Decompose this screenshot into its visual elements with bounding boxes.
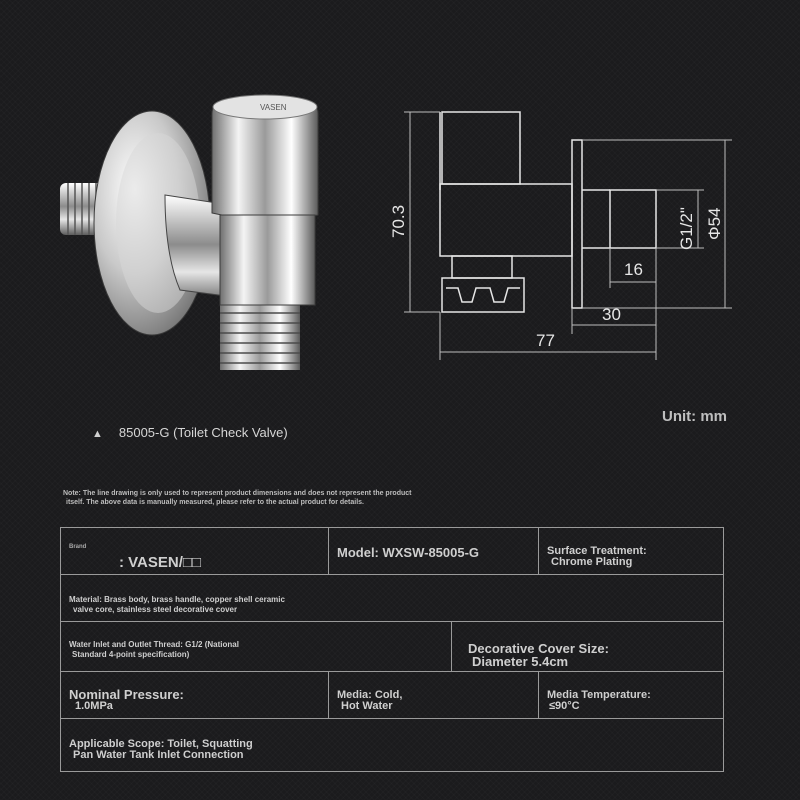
spec-row [61,672,724,719]
dim-30-label: 30 [602,305,621,324]
surface-cell [539,528,724,575]
spec-row [61,528,724,575]
valve-handle [212,95,318,305]
product-caption [92,425,288,440]
dim-16-label: 16 [624,260,643,279]
pressure-cell [61,672,329,719]
thread-line-2: Standard 4-point specification) [72,650,190,659]
model-value: Model: WXSW-85005-G [337,545,480,560]
dim-cover-label: Φ54 [705,207,724,240]
brand-cell [61,528,329,575]
pressure-line-1: Nominal Pressure: [69,687,184,702]
spec-table [60,527,724,772]
spec-row [61,719,724,772]
unit-label: Unit: mm [662,408,727,425]
brand-label: Brand [69,544,87,550]
triangle-icon: ▲ [92,428,103,440]
media-line-1: Media: Cold, [337,689,403,701]
cover-line-1: Decorative Cover Size: [468,641,609,656]
handle-logo: VASEN [260,103,287,112]
note-line-1: Note: The line drawing is only used to represent product dimensions and does not represent the product [63,490,412,497]
media-line-2: Hot Water [341,700,393,712]
brand-value: : VASEN/□□ [119,554,202,571]
cover-line-2: Diameter 5.4cm [472,654,569,669]
note-line-2: itself. The above data is manually measured, please refer to the actual product for details. [66,499,364,506]
thread-line-1: Water Inlet and Outlet Thread: G1/2 (National [69,640,239,649]
temperature-line-1: Media Temperature: [547,689,651,701]
pressure-line-2: 1.0MPa [75,700,113,712]
spec-row [61,575,724,622]
dimension-drawing [380,90,790,370]
disclaimer-note [63,489,533,507]
material-line-1: Material: Brass body, brass handle, copper shell ceramic [69,595,285,604]
thread-cell [61,622,452,672]
caption-text: 85005-G (Toilet Check Valve) [118,425,288,440]
temperature-cell [539,672,724,719]
spec-row [61,622,724,672]
temperature-line-2: ≤90°C [549,700,580,712]
material-cell [61,575,724,622]
cover-cell [452,622,724,672]
dim-thread-label: G1/2" [677,207,696,250]
surface-line-2: Chrome Plating [551,556,633,568]
material-line-2: valve core, stainless steel decorative cover [73,605,238,614]
dim-height-label: 70.3 [389,204,408,238]
media-cell [329,672,539,719]
dim-77-label: 77 [536,331,555,350]
surface-line-1: Surface Treatment: [547,545,647,557]
model-cell [329,528,539,575]
scope-line-1: Applicable Scope: Toilet, Squatting [69,738,253,750]
scope-line-2: Pan Water Tank Inlet Connection [73,749,244,761]
scope-cell [61,719,724,772]
product-photo [60,85,360,385]
outlet-thread [220,300,300,370]
